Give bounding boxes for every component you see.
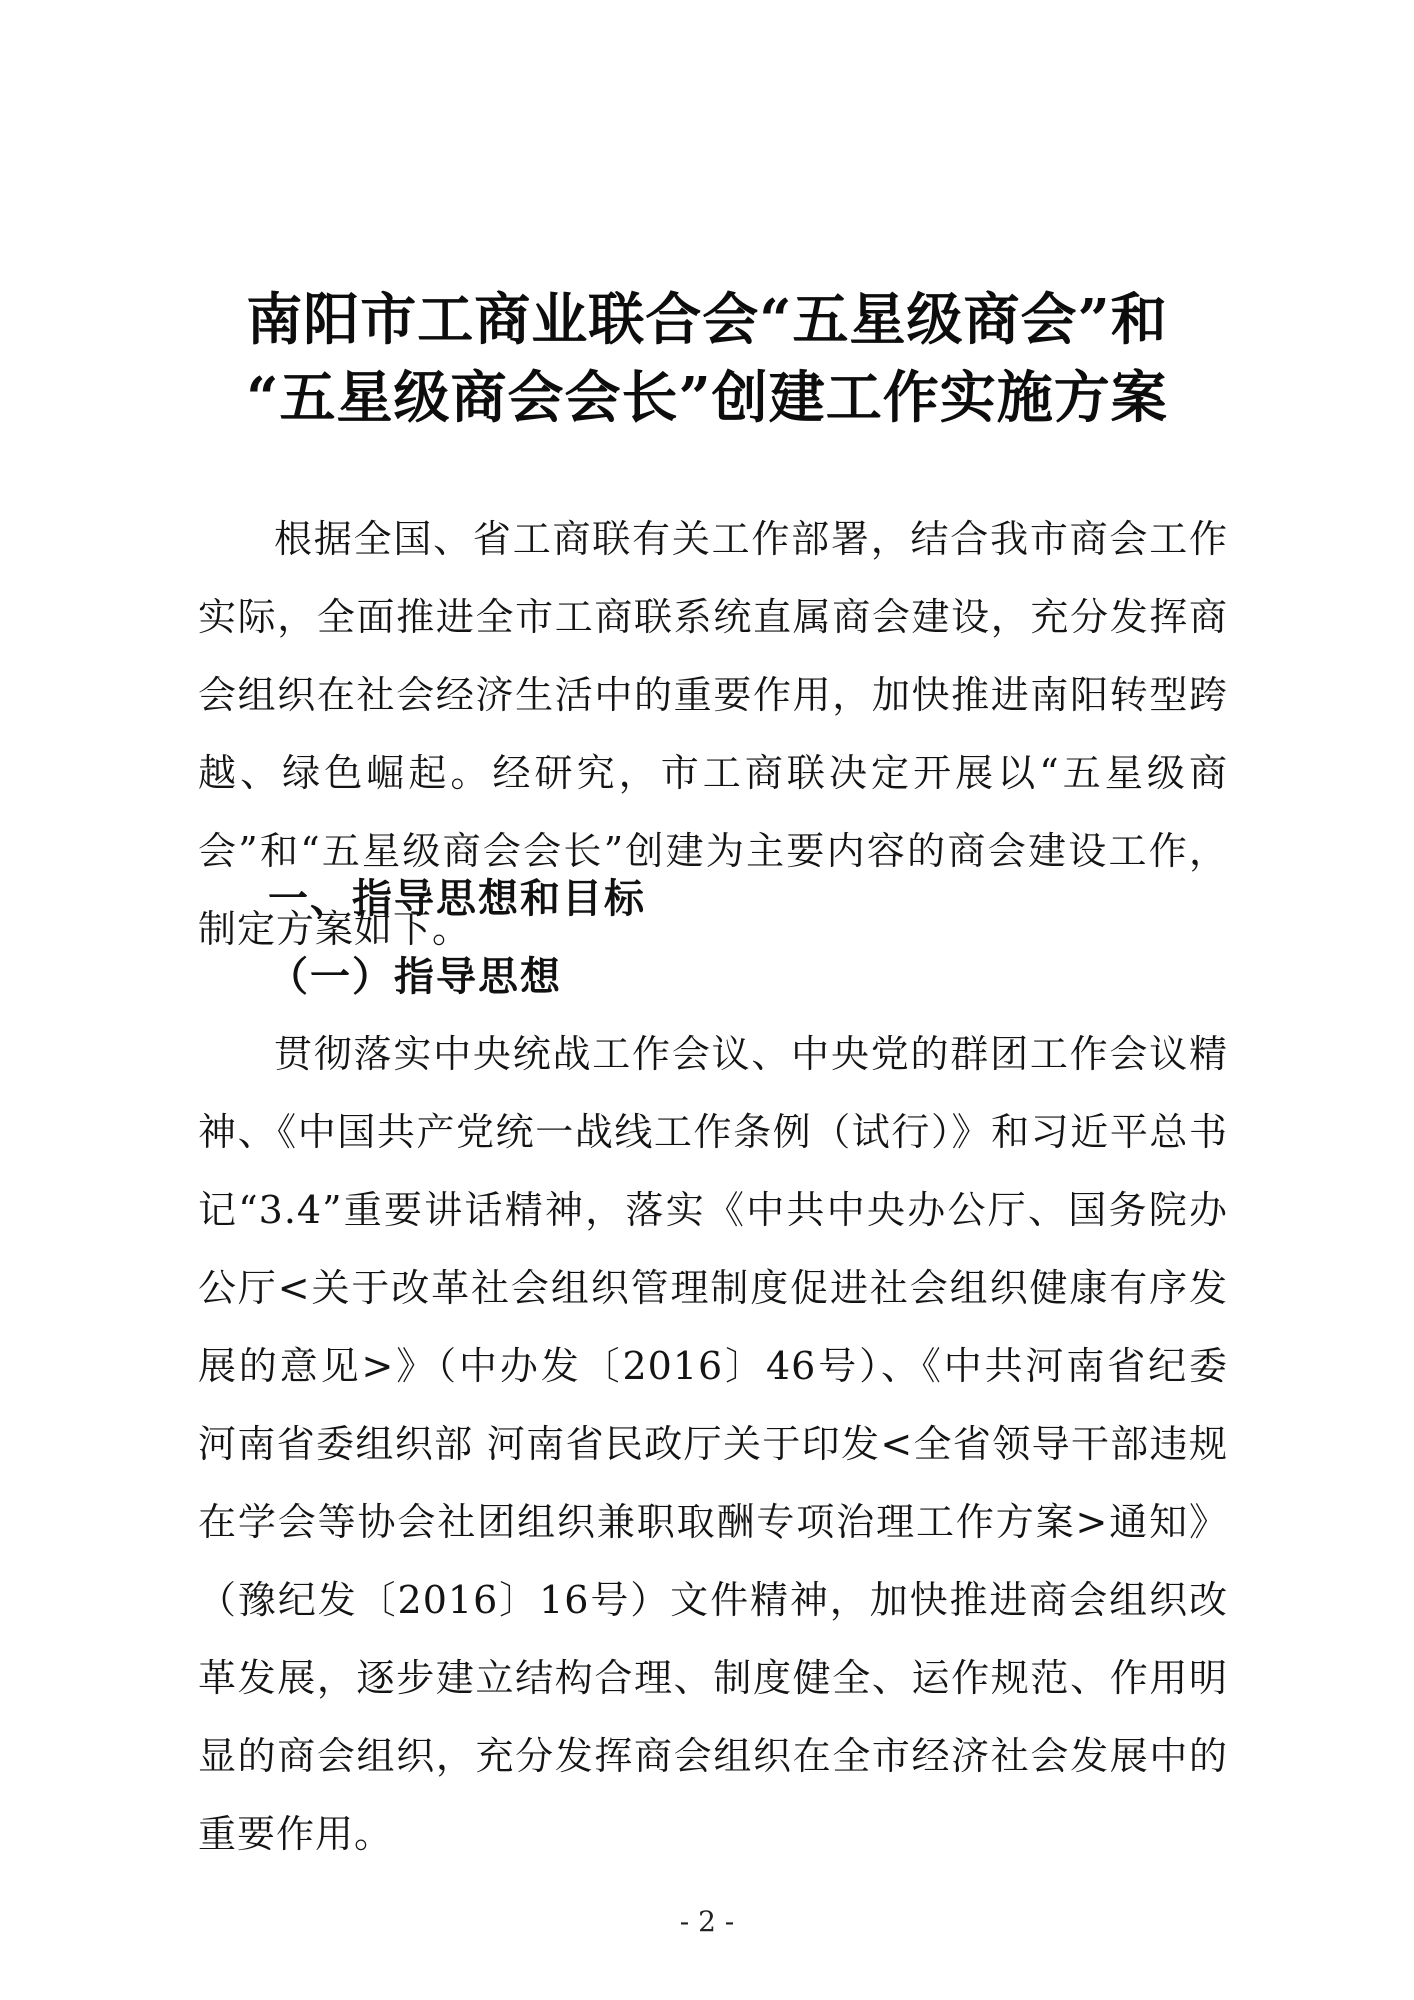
section-heading: 一、指导思想和目标	[268, 876, 646, 922]
intro-paragraph: 根据全国、省工商联有关工作部署，结合我市商会工作实际，全面推进全市工商联系统直属商会建设，充分发挥商会组织在社会经济生活中的重要作用，加快推进南阳转型跨越、绿色崛起。经研究，市工商联决定开展以“五星级商会”和“五星级商会会长”创建为主要内容的商会建设工作，制定方案如下。	[198, 517, 1228, 951]
document-title-line-1: 南阳市工商业联合会“五星级商会”和	[246, 287, 1168, 353]
page-number: - 2 -	[679, 1905, 735, 1938]
document-title-line-2: “五星级商会会长”创建工作实施方案	[246, 365, 1168, 431]
subsection-heading: （一）指导思想	[268, 954, 562, 1000]
guiding-principle-paragraph: 贯彻落实中央统战工作会议、中央党的群团工作会议精神、《中国共产党统一战线工作条例（试行）》和习近平总书记“3.4”重要讲话精神，落实《中共中央办公厅、国务院办公厅<关于改革社会组织管理制度促进社会组织健康有序发展的意见>》（中办发〔2016〕46号）、《中共河南省纪委 河南省委组织部 河南省民政厅关于印发<全省领导干部违规在学会等协会社团组织兼职取酬专项治理工作方案>通知》（豫纪发〔2016〕16号）文件精神，加快推进商会组织改革发展，逐步建立结构合理、制度健全、运作规范、作用明显的商会组织，充分发挥商会组织在全市经济社会发展中的重要作用。	[198, 1032, 1228, 1856]
